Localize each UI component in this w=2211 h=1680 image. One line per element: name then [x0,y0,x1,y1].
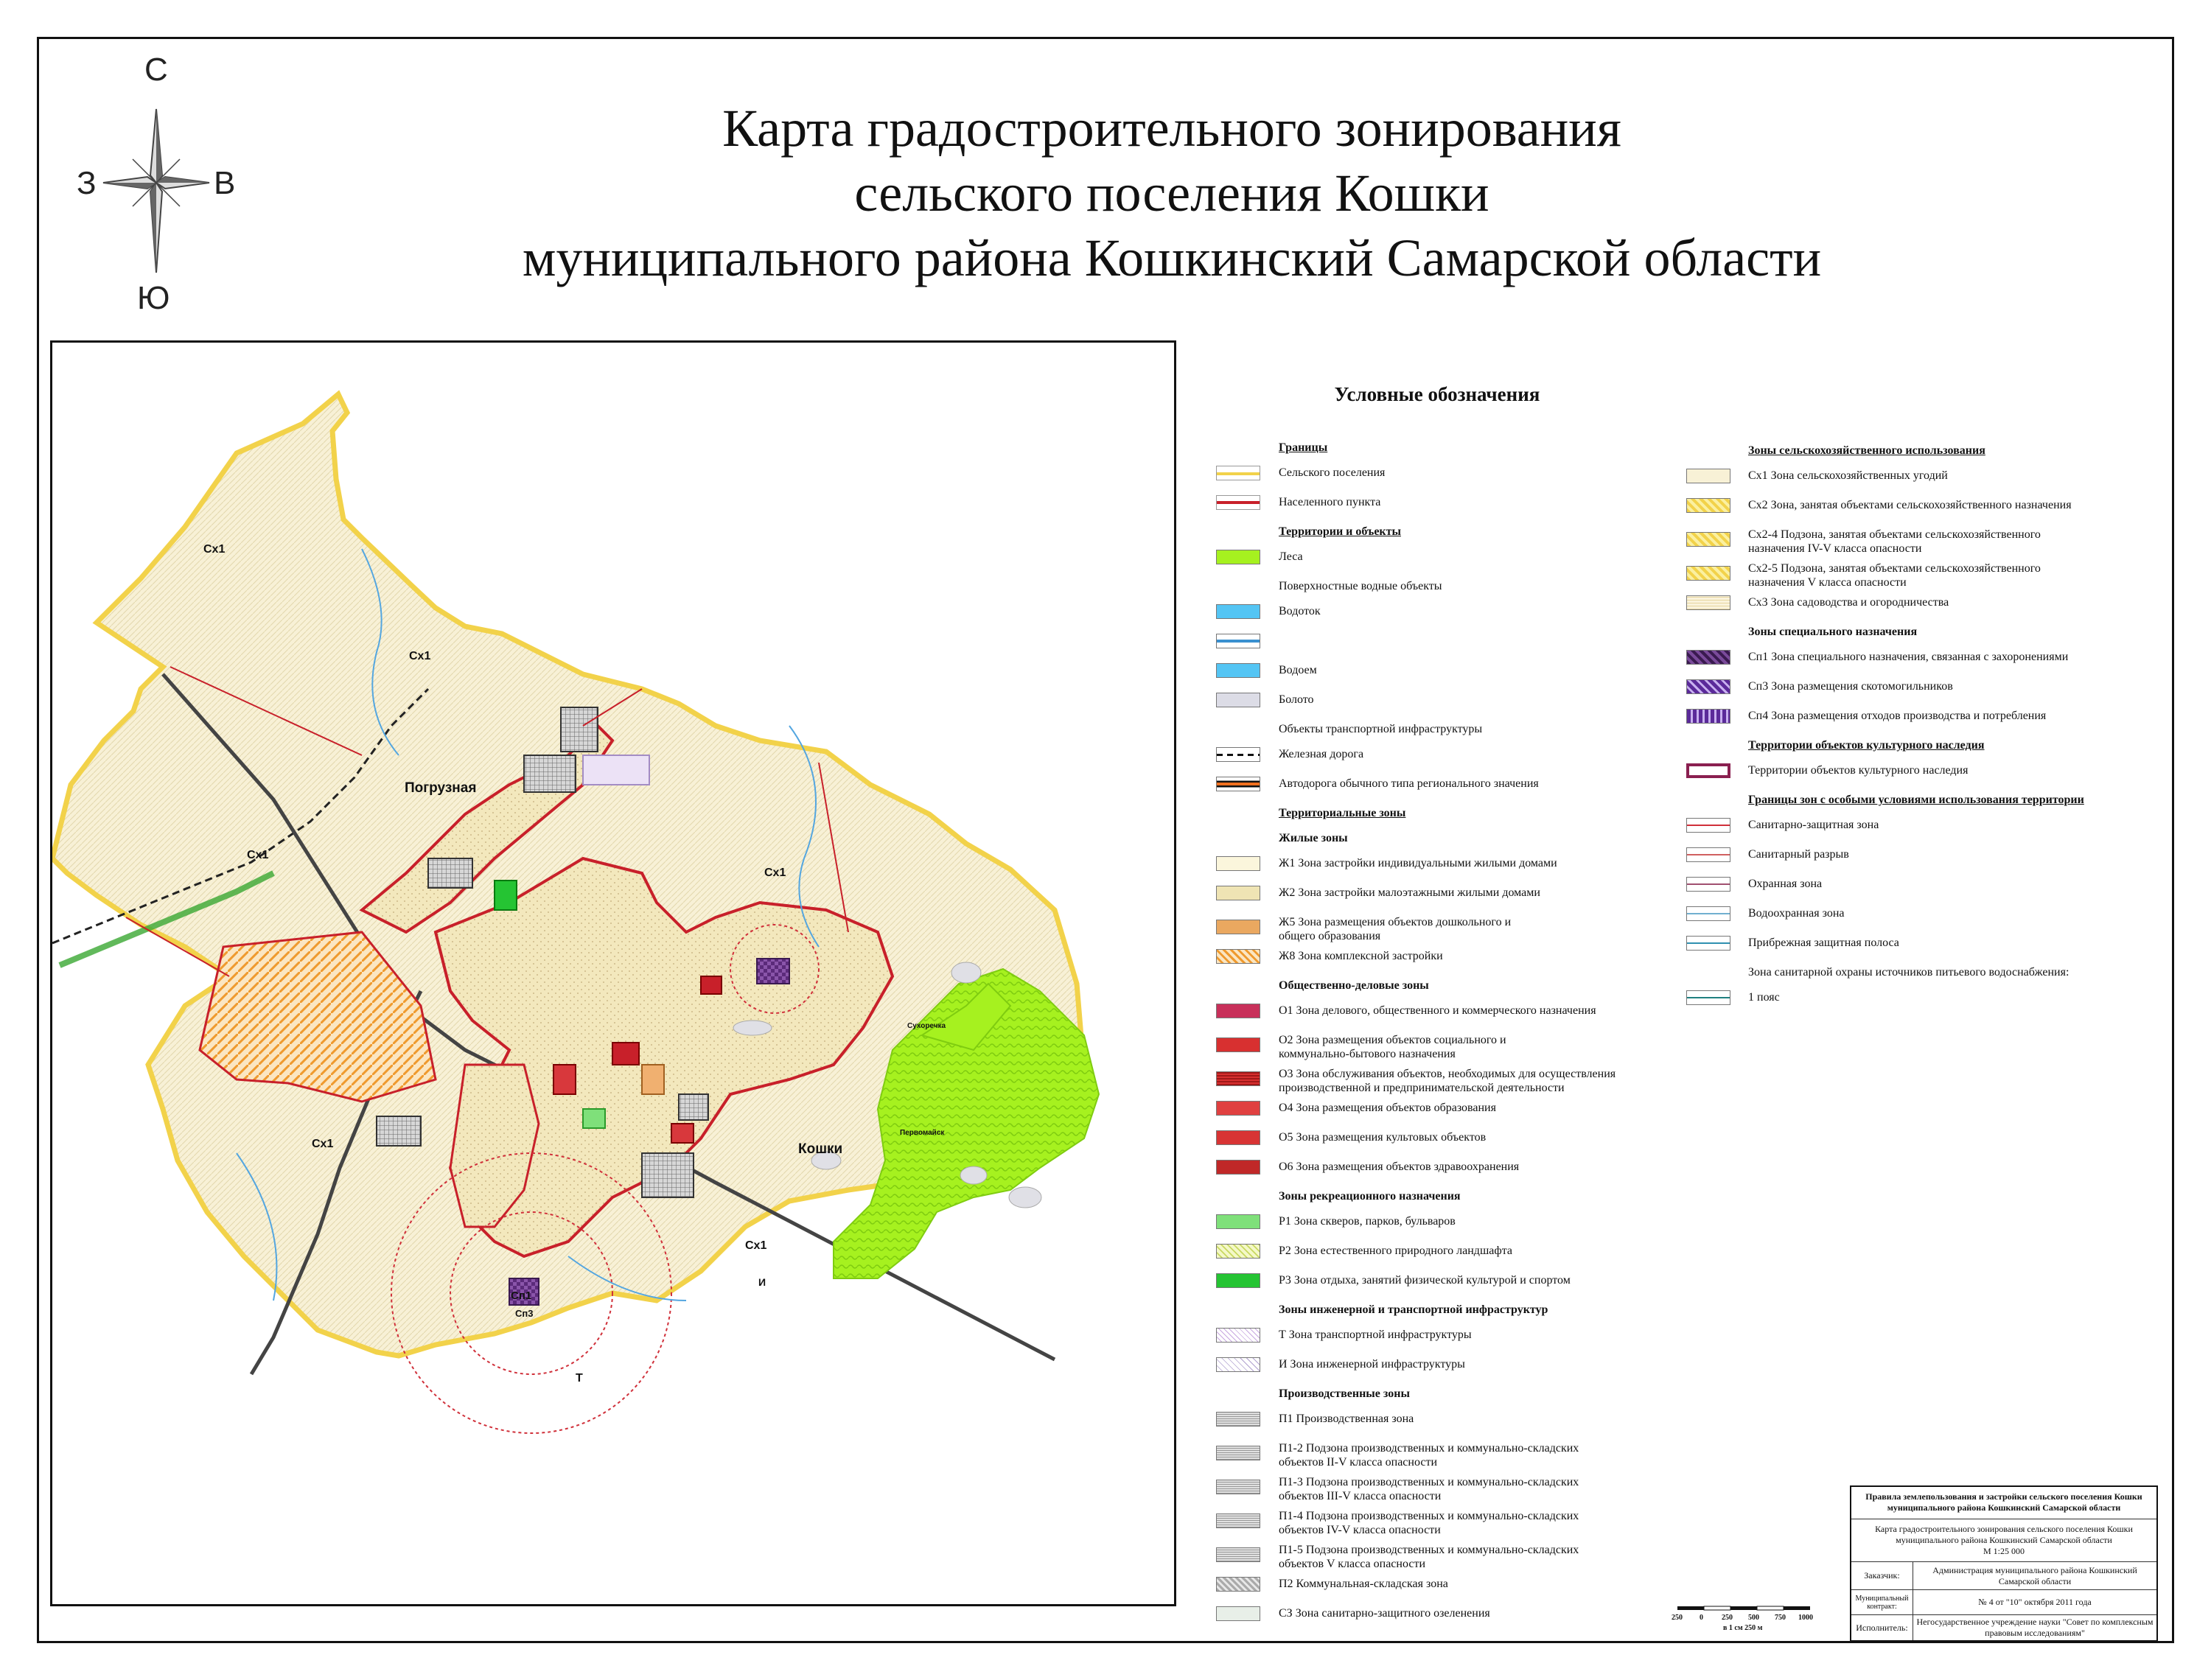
legend-swatch-o6 [1216,1160,1260,1175]
legend-item-label: П1-5 Подзона производственных и коммунально-складских [1279,1544,1579,1556]
legend-item-label: СЗ Зона санитарно-защитного озеленения [1279,1607,1490,1620]
legend-item-label: 1 пояс [1748,991,1780,1004]
map-label-sp1: Сп1 [511,1289,532,1302]
legend-section-heading: Общественно-деловые зоны [1279,979,1429,992]
title-block-executor-label: Исполнитель: [1851,1615,1913,1640]
industrial-zone [679,1094,708,1120]
title-block-customer-label: Заказчик: [1851,1562,1913,1589]
legend-item-label: коммунально-бытового назначения [1279,1048,1456,1060]
legend-swatch-sp4 [1686,709,1730,724]
legend-item-label: О4 Зона размещения объектов образования [1279,1102,1496,1114]
compass-north-label: С [144,52,168,88]
legend-swatch-sp1 [1686,650,1730,665]
title-block-contract: № 4 от "10" октября 2011 года [1978,1597,2092,1607]
title-block-customer: Администрация муниципального района Кошкинский Самарской области [1932,1564,2137,1586]
compass-south-label: Ю [137,280,170,316]
legend-item-label: Болото [1279,693,1314,706]
legend-item-label: Сп4 Зона размещения отходов производства и потребления [1748,710,2047,722]
legend-swatch-p2 [1216,1577,1260,1592]
legend-item-label: Водоохранная зона [1748,907,1845,920]
legend-item-label: Охранная зона [1748,878,1823,890]
legend-section-heading: Границы [1279,441,1328,454]
pond [960,1166,987,1184]
legend-swatch-railway [1216,747,1260,762]
scale-tick: 0 [1700,1614,1703,1622]
industrial-zone [377,1116,421,1146]
legend-item-label: П1-4 Подзона производственных и коммунально-складских [1279,1510,1579,1522]
legend-item-label: объектов IV-V класса опасности [1279,1524,1441,1536]
legend-swatch-r1 [1216,1214,1260,1229]
map-label-pogruznaya: Погрузная [405,780,477,796]
legend-item-label: Санитарно-защитная зона [1748,819,1879,831]
legend-section-heading: Территориальные зоны [1279,807,1406,819]
legend-swatch-o5 [1216,1130,1260,1145]
legend-swatch-heritage [1686,763,1730,778]
legend-swatch-belt1 [1686,990,1730,1005]
public-zone [553,1065,576,1094]
legend-title: Условные обозначения [1334,383,1540,405]
legend-swatch-waterguard [1686,906,1730,921]
legend-swatch-sh2 [1686,498,1730,513]
map-label-pervomaysk: Первомайск [900,1129,945,1137]
legend-swatch-zh1 [1216,856,1260,871]
legend-swatch-r2 [1216,1244,1260,1259]
legend-swatch-i [1216,1357,1260,1372]
industrial-zone [642,1153,694,1197]
legend-item-label: Автодорога обычного типа регионального значения [1279,777,1539,790]
pond [1009,1187,1041,1208]
legend-item-label: П1-3 Подзона производственных и коммунально-складских [1279,1476,1579,1488]
legend-item-label: Населенного пункта [1279,496,1381,508]
legend-item-label: Леса [1279,550,1303,563]
title-block-customer-row [1851,1562,2156,1590]
compass-west-label: З [77,165,97,201]
legend-note: Зона санитарной охраны источников питьевого водоснабжения: [1748,966,2069,979]
legend-item-label: Р2 Зона естественного природного ландшафта [1279,1245,1513,1257]
legend-section-heading: Зоны специального назначения [1748,626,1918,638]
pond [733,1021,772,1035]
legend-swatch-o1 [1216,1004,1260,1018]
recreation-zone [495,881,517,910]
legend-swatch-forest [1216,550,1260,564]
title-block-map-title [1851,1519,2156,1562]
public-zone [671,1124,694,1143]
title-block-contract-label: Муниципальный контракт: [1851,1590,1913,1614]
legend-swatch-water [1216,663,1260,678]
legend-item-label: Т Зона транспортной инфраструктуры [1279,1329,1472,1341]
industrial-zone [561,707,598,752]
legend-item-label: объектов III-V класса опасности [1279,1490,1442,1502]
legend-item-label: Территории объектов культурного наследия [1748,764,1969,777]
legend-section-heading: Границы зон с особыми условиями использования территории [1748,794,2084,806]
legend-swatch-zh2 [1216,886,1260,900]
scale-caption: в 1 см 250 м [1723,1624,1763,1632]
industrial-zone [524,755,576,792]
legend-item-label: Сх3 Зона садоводства и огородничества [1748,596,1949,609]
legend-item-label: Сх1 Зона сельскохозяйственных угодий [1748,469,1948,482]
title-block [1850,1485,2158,1642]
legend-item-label: Р1 Зона скверов, парков, бульваров [1279,1215,1456,1228]
legend-item-label: производственной и предпринимательской деятельности [1279,1082,1565,1094]
map-title-line: Карта градостроительного зонирования [722,99,1621,158]
public-zone [612,1043,639,1065]
legend-swatch-p1 [1216,1513,1260,1528]
zone-label-sh1: Сх1 [203,543,226,556]
legend-swatch-p1 [1216,1446,1260,1460]
legend-swatch-boundary-settlement [1216,466,1260,480]
title-block-executor: Негосударственное учреждение науки "Совет по комплексным правовым исследованиям" [1916,1617,2154,1638]
legend-item-label: И Зона инженерной инфраструктуры [1279,1358,1465,1371]
legend-item-label: Ж5 Зона размещения объектов дошкольного и [1279,916,1512,928]
zone-label-sh1: Сх1 [409,650,431,662]
legend-swatch-sh2 [1686,566,1730,581]
legend-swatch-o2 [1216,1037,1260,1052]
title-block-executor-row [1851,1615,2156,1640]
zone-label-sh1: Сх1 [312,1138,334,1150]
legend-section-heading: Территории и объекты [1279,525,1401,538]
legend-note: Объекты транспортной инфраструктуры [1279,723,1483,735]
transport-zone [583,755,649,785]
legend-item-label: Сх2-5 Подзона, занятая объектами сельскохозяйственного [1748,562,2041,575]
zone-label-sh1: Сх1 [247,849,269,861]
scale-tick: 500 [1748,1614,1759,1622]
legend-swatch-zh8 [1216,949,1260,964]
legend-item-label: назначения V класса опасности [1748,576,1907,589]
industrial-zone [428,858,472,888]
legend-swatch-sh1 [1686,469,1730,483]
legend-item-label: Прибрежная защитная полоса [1748,937,1899,949]
cemetery-zone [757,959,789,984]
recreation-zone [583,1109,605,1128]
pond [951,962,981,983]
legend-swatch-water-line [1216,634,1260,648]
legend-swatch-r3 [1216,1273,1260,1288]
legend-item-label: Ж1 Зона застройки индивидуальными жилыми домами [1279,857,1557,869]
legend-swatch-coastal [1686,936,1730,951]
legend-item-label: П1 Производственная зона [1279,1413,1414,1425]
legend-item-label: О3 Зона обслуживания объектов, необходимых для осуществления [1279,1068,1616,1080]
zone-label-sh1: Сх1 [764,867,786,879]
legend-swatch-o3 [1216,1071,1260,1086]
legend-item-label: П2 Коммунальная-складская зона [1279,1578,1448,1590]
legend-item-label: Водоем [1279,664,1317,676]
map-label-t: Т [576,1372,583,1385]
map-label-sukhorechka: Сухоречка [907,1022,946,1030]
legend-swatch-t [1216,1328,1260,1343]
legend-item-label: объектов II-V класса опасности [1279,1456,1438,1469]
legend-swatch-sz [1216,1606,1260,1621]
legend-item-label: Сх2 Зона, занятая объектами сельскохозяйственного назначения [1748,499,2072,511]
legend-note: Поверхностные водные объекты [1279,580,1442,592]
scale-bar-graphic [1672,1605,1819,1615]
legend-swatch-sanbreak [1686,847,1730,862]
map-title-line: сельского поселения Кошки [854,164,1489,223]
map-frame [50,340,1176,1606]
legend-section-heading: Зоны инженерной и транспортной инфраструктур [1279,1303,1548,1316]
compass-east-label: В [214,165,236,201]
legend-item-label: Железная дорога [1279,748,1364,760]
legend-swatch-boundary-locality [1216,495,1260,510]
legend-item-label: О6 Зона размещения объектов здравоохранения [1279,1161,1520,1173]
legend-swatch-szz [1686,818,1730,833]
legend-item-label: Сельского поселения [1279,466,1386,479]
legend-section-heading: Зоны сельскохозяйственного использования [1748,444,1985,457]
map-label-sp3: Сп3 [515,1308,534,1319]
legend-item-label: Р3 Зона отдыха, занятий физической культурой и спортом [1279,1274,1571,1287]
school-zone [642,1065,664,1094]
legend-item-label: О1 Зона делового, общественного и коммерческого назначения [1279,1004,1596,1017]
legend-item-label: Водоток [1279,605,1321,617]
legend-swatch-o4 [1216,1101,1260,1116]
title-block-scale: М 1:25 000 [1983,1546,2025,1556]
scale-tick: 1000 [1798,1614,1813,1622]
legend-swatch-water [1216,604,1260,619]
map-label-i: И [758,1276,766,1288]
legend-swatch-sp3 [1686,679,1730,694]
map-title [413,96,1931,290]
title-block-header: Правила землепользования и застройки сельского поселения Кошки муниципального района Кошкинский Самарской области [1851,1487,2156,1519]
title-block-map-title-text: Карта градостроительного зонирования сельского поселения Кошки муниципального района Кошкинский Самарской области [1875,1524,2133,1545]
scale-bar [1672,1605,1819,1642]
scale-tick: 250 [1672,1614,1683,1622]
legend-swatch-p1 [1216,1480,1260,1494]
map-title-line: муниципального района Кошкинский Самарской области [522,228,1822,287]
legend-swatch-sh3 [1686,595,1730,610]
legend-item-label: объектов V класса опасности [1279,1558,1426,1570]
legend-item-label: Сп3 Зона размещения скотомогильников [1748,680,1953,693]
legend-swatch-zh5 [1216,920,1260,934]
legend-section-heading: Жилые зоны [1279,832,1348,844]
title-block-contract-row [1851,1590,2156,1615]
legend-swatch-p1 [1216,1547,1260,1562]
legend-item-label: назначения IV-V класса опасности [1748,542,1922,555]
legend-item-label: Сх2-4 Подзона, занятая объектами сельскохозяйственного [1748,528,2041,541]
legend-section-heading: Производственные зоны [1279,1387,1410,1400]
scale-tick: 750 [1775,1614,1786,1622]
zoning-map [52,343,1174,1604]
zone-label-sh1: Сх1 [745,1239,767,1252]
legend-swatch-guard [1686,877,1730,892]
legend-item-label: О5 Зона размещения культовых объектов [1279,1131,1487,1144]
legend-swatch-swamp [1216,693,1260,707]
legend-section-heading: Территории объектов культурного наследия [1748,739,1985,752]
map-label-koshki: Кошки [798,1141,843,1157]
legend-item-label: Ж8 Зона комплексной застройки [1279,950,1443,962]
public-zone [701,976,722,994]
legend-item-label: П1-2 Подзона производственных и коммунально-складских [1279,1442,1579,1455]
legend-item-label: Ж2 Зона застройки малоэтажными жилыми домами [1279,886,1540,899]
legend-item-label: Сп1 Зона специального назначения, связанная с захоронениями [1748,651,2069,663]
legend-swatch-road [1216,777,1260,791]
legend-item-label: О2 Зона размещения объектов социального и [1279,1034,1506,1046]
legend-swatch-p1 [1216,1412,1260,1427]
legend-swatch-sh2 [1686,532,1730,547]
legend-section-heading: Зоны рекреационного назначения [1279,1190,1461,1203]
compass-rose [74,52,243,317]
legend-item-label: Санитарный разрыв [1748,848,1849,861]
legend-item-label: общего образования [1279,930,1381,942]
scale-tick: 250 [1722,1614,1733,1622]
